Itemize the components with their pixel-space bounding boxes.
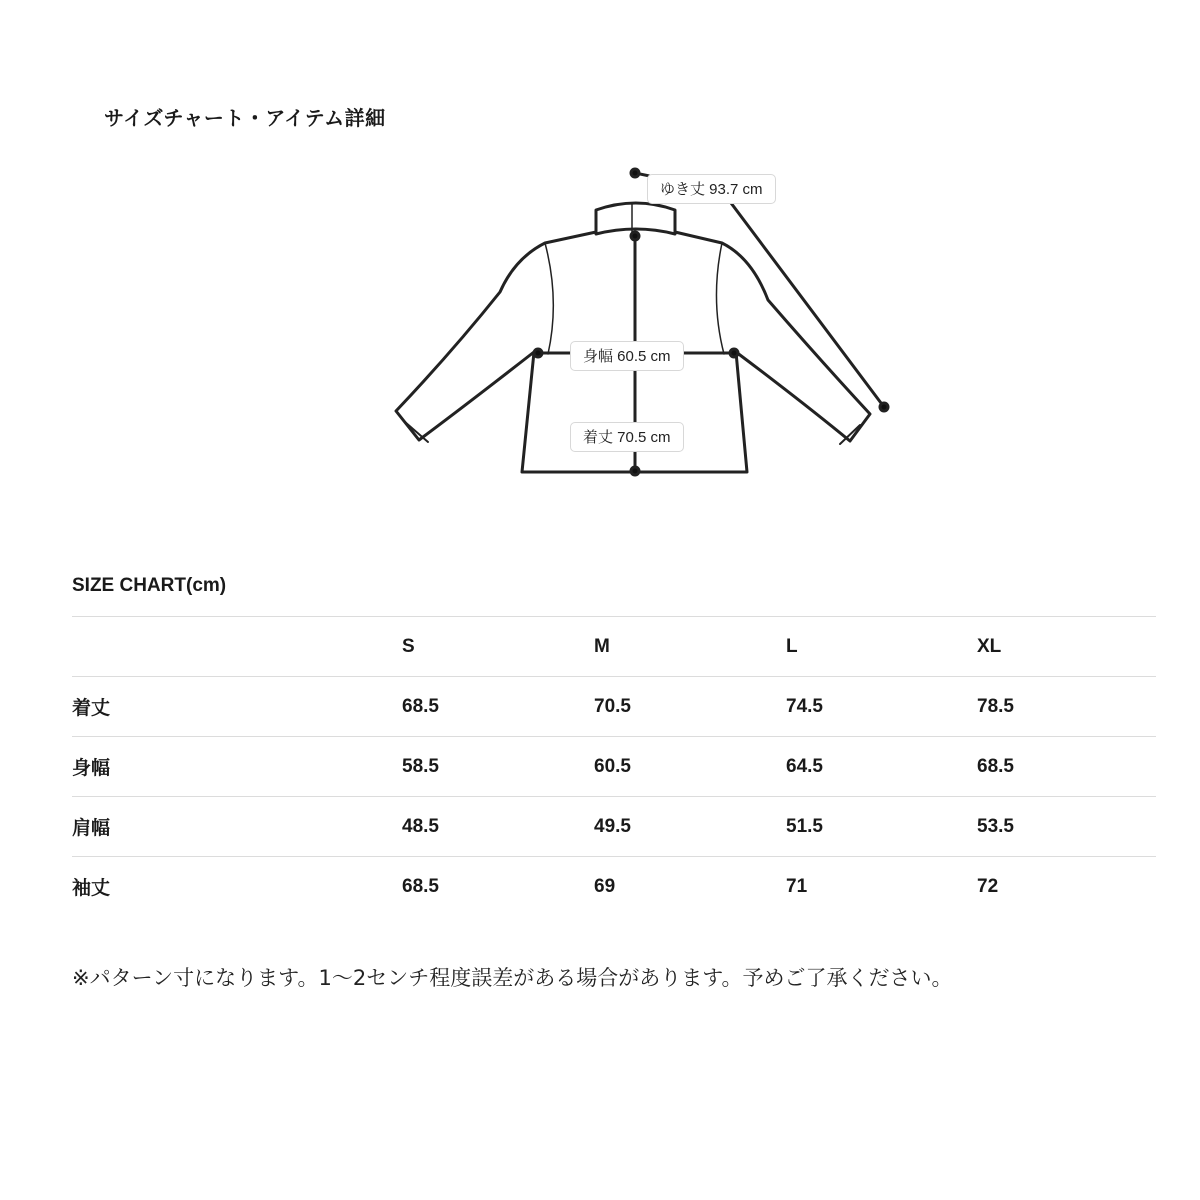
width-start-dot xyxy=(534,349,542,357)
header-cell-empty xyxy=(72,617,402,677)
length-start-dot xyxy=(631,232,639,240)
table-cell: 71 xyxy=(786,875,808,897)
jacket-diagram xyxy=(0,0,1200,520)
table-cell: 70.5 xyxy=(594,695,631,717)
table-cell: 74.5 xyxy=(786,695,823,717)
table-cell: 51.5 xyxy=(786,815,823,837)
table-cell: 68.5 xyxy=(402,875,439,897)
table-row xyxy=(72,737,1156,797)
table-cell: 68.5 xyxy=(977,755,1014,777)
size-chart-title: SIZE CHART(cm) xyxy=(72,575,227,596)
left-armhole-seam xyxy=(545,243,553,354)
table-cell: 68.5 xyxy=(402,695,439,717)
sleeve-length-label: ゆき丈 93.7 cm xyxy=(647,174,776,204)
table-cell: 69 xyxy=(594,875,616,897)
header-cell-l: L xyxy=(786,635,798,657)
table-cell: 58.5 xyxy=(402,755,439,777)
row-label: 袖丈 xyxy=(72,878,111,900)
size-chart-table xyxy=(72,616,1156,917)
header-cell-m: M xyxy=(594,635,610,657)
body-width-label: 身幅 60.5 cm xyxy=(570,341,684,371)
table-cell: 60.5 xyxy=(594,755,631,777)
sleeve-end-dot xyxy=(880,403,888,411)
table-cell: 53.5 xyxy=(977,815,1014,837)
right-armhole-seam xyxy=(716,243,724,354)
width-end-dot xyxy=(730,349,738,357)
header-cell-xl: XL xyxy=(977,635,1002,657)
row-label: 着丈 xyxy=(72,698,111,719)
row-label: 肩幅 xyxy=(72,818,111,839)
body-length-label: 着丈 70.5 cm xyxy=(570,422,684,452)
row-label: 身幅 xyxy=(72,758,111,779)
collar xyxy=(596,203,675,234)
disclaimer-note: ※パターン寸になります。1～2センチ程度誤差がある場合があります。予めご了承ください。 xyxy=(72,966,953,990)
table-cell: 49.5 xyxy=(594,815,631,837)
sleeve-start-dot xyxy=(631,169,639,177)
table-row xyxy=(72,677,1156,737)
table-cell: 64.5 xyxy=(786,755,823,777)
header-cell-s: S xyxy=(402,635,415,657)
table-row xyxy=(72,857,1156,917)
page-title: サイズチャート・アイテム詳細 xyxy=(104,106,386,130)
table-cell: 72 xyxy=(977,875,999,897)
length-end-dot xyxy=(631,467,639,475)
table-row xyxy=(72,797,1156,857)
table-cell: 78.5 xyxy=(977,695,1014,717)
table-header-row xyxy=(72,617,1156,677)
table-cell: 48.5 xyxy=(402,815,439,837)
